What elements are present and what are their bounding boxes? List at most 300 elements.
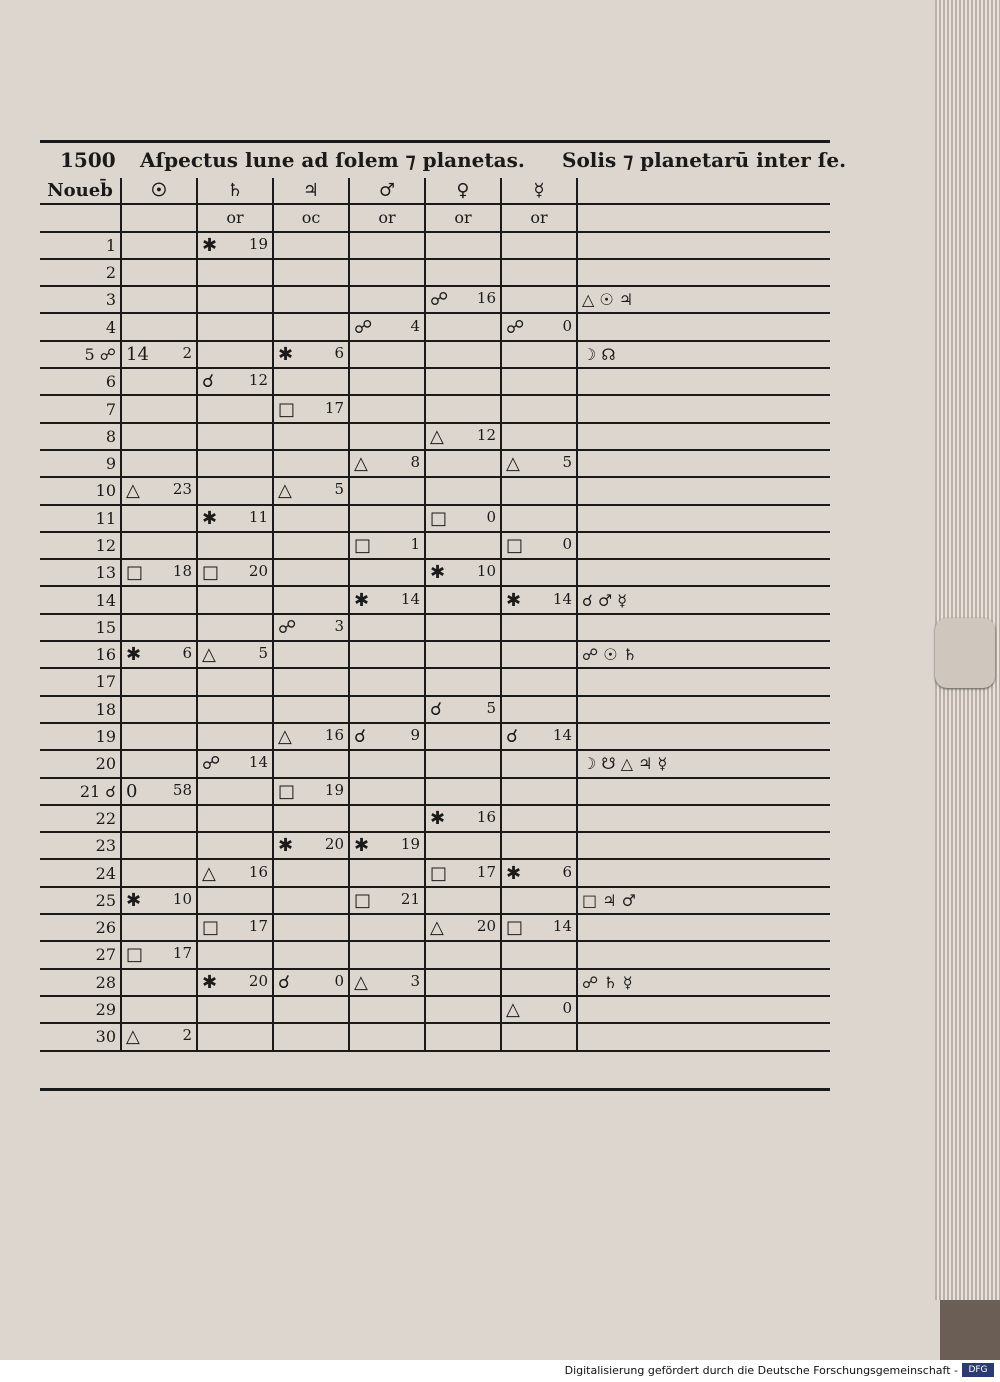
day-number: 21 ☌ xyxy=(40,778,121,805)
table-row xyxy=(40,423,830,450)
day-number: 17 xyxy=(40,668,121,695)
aspect-symbol: △ xyxy=(506,453,520,475)
aspect-hour: 10 xyxy=(172,889,192,908)
day-number: 10 xyxy=(40,477,121,504)
aspect-cell xyxy=(501,941,577,968)
aspect-cell xyxy=(273,969,349,996)
day-number: 13 xyxy=(40,559,121,586)
aspect-cell xyxy=(121,805,197,832)
inter-planet-aspect: □ ♃ ♂ xyxy=(577,887,830,914)
aspect-hour: 0 xyxy=(562,535,572,553)
aspect-cell xyxy=(501,341,577,368)
aspect-hour: 17 xyxy=(324,398,344,417)
aspect-cell xyxy=(349,395,425,422)
aspect-cell xyxy=(197,286,273,313)
aspect-cell xyxy=(121,778,197,805)
aspect-cell xyxy=(501,395,577,422)
aspect-cell xyxy=(197,450,273,477)
aspect-cell xyxy=(349,423,425,450)
aspect-cell xyxy=(121,1023,197,1050)
aspect-hour: 58 xyxy=(172,780,192,799)
aspect-cell xyxy=(121,859,197,886)
aspect-cell xyxy=(197,423,273,450)
sub-sun xyxy=(121,204,197,231)
planet-venus-header: ♀ xyxy=(425,178,501,204)
aspect-cell xyxy=(349,859,425,886)
aspect-cell xyxy=(425,805,501,832)
aspect-cell xyxy=(273,477,349,504)
aspect-cell xyxy=(349,341,425,368)
day-number: 19 xyxy=(40,723,121,750)
aspect-symbol: △ xyxy=(354,453,368,475)
aspect-cell xyxy=(349,450,425,477)
aspect-hour: 0 xyxy=(486,507,496,526)
day-number: 11 xyxy=(40,505,121,532)
inter-planet-aspect xyxy=(577,696,830,723)
table-row xyxy=(40,641,830,668)
aspect-cell xyxy=(501,586,577,613)
aspect-hour: 16 xyxy=(476,289,496,308)
aspect-cell xyxy=(501,313,577,340)
aspect-cell xyxy=(197,559,273,586)
aspect-symbol: ☌ xyxy=(278,971,291,993)
aspect-cell xyxy=(501,887,577,914)
table-row xyxy=(40,614,830,641)
inter-planet-aspect xyxy=(577,996,830,1023)
aspect-cell xyxy=(349,586,425,613)
table-row xyxy=(40,232,830,259)
aspect-cell xyxy=(197,723,273,750)
aspect-hour: 17 xyxy=(476,862,496,881)
aspect-cell xyxy=(501,232,577,259)
aspect-symbol: ✱ xyxy=(354,835,370,857)
aspect-symbol: △ xyxy=(430,917,444,939)
aspect-hour: 4 xyxy=(410,316,420,335)
aspect-cell xyxy=(349,614,425,641)
aspect-cell xyxy=(121,259,197,286)
aspect-symbol: △ xyxy=(126,480,140,502)
aspect-cell xyxy=(349,477,425,504)
aspect-cell xyxy=(273,914,349,941)
aspect-cell xyxy=(501,614,577,641)
aspect-cell xyxy=(121,286,197,313)
aspect-cell xyxy=(273,586,349,613)
aspect-cell xyxy=(273,286,349,313)
day-number: 20 xyxy=(40,750,121,777)
aspect-cell xyxy=(349,668,425,695)
aspect-symbol: ✱ xyxy=(278,343,294,365)
aspect-cell xyxy=(349,313,425,340)
aspect-symbol: ☍ xyxy=(354,316,373,338)
year-label: 1500 xyxy=(60,148,116,172)
sub-saturn: or xyxy=(197,204,273,231)
aspect-hour: 11 xyxy=(248,507,268,526)
sub-inter xyxy=(577,204,830,231)
aspect-cell xyxy=(121,996,197,1023)
aspect-hour: 14 xyxy=(552,917,572,936)
aspect-symbol: ✱ xyxy=(126,644,142,666)
aspect-cell xyxy=(273,859,349,886)
aspect-cell xyxy=(273,614,349,641)
aspect-cell xyxy=(425,941,501,968)
aspect-symbol: □ xyxy=(354,889,372,911)
aspect-cell xyxy=(425,723,501,750)
aspect-cell xyxy=(349,941,425,968)
aspect-cell xyxy=(425,996,501,1023)
table-row xyxy=(40,969,830,996)
aspect-symbol: ☍ xyxy=(430,289,449,311)
inter-planet-aspect xyxy=(577,805,830,832)
aspect-cell xyxy=(501,696,577,723)
aspect-cell xyxy=(121,313,197,340)
aspect-cell xyxy=(197,1023,273,1050)
inter-planet-aspect xyxy=(577,859,830,886)
aspect-hour: 14 xyxy=(552,589,572,608)
aspect-hour: 0 xyxy=(562,999,572,1018)
aspect-cell xyxy=(121,477,197,504)
aspect-cell xyxy=(425,232,501,259)
aspect-cell xyxy=(121,368,197,395)
aspect-cell xyxy=(349,996,425,1023)
aspect-cell xyxy=(273,778,349,805)
aspect-symbol: □ xyxy=(278,780,296,802)
table-row xyxy=(40,586,830,613)
aspect-cell xyxy=(425,614,501,641)
aspect-hour: 12 xyxy=(476,425,496,444)
inter-planet-aspect: ☽ ☊ xyxy=(577,341,830,368)
day-number: 9 xyxy=(40,450,121,477)
inter-planet-aspect xyxy=(577,477,830,504)
day-number: 7 xyxy=(40,395,121,422)
inter-planet-aspect xyxy=(577,668,830,695)
inter-planet-aspect xyxy=(577,505,830,532)
aspect-cell xyxy=(197,750,273,777)
aspect-cell xyxy=(501,750,577,777)
aspect-cell xyxy=(121,586,197,613)
aspect-cell xyxy=(425,286,501,313)
aspect-cell xyxy=(349,1023,425,1050)
aspect-symbol: □ xyxy=(430,507,448,529)
inter-planet-aspect: △ ☉ ♃ xyxy=(577,286,830,313)
aspect-cell xyxy=(197,969,273,996)
table-row xyxy=(40,696,830,723)
inter-planet-aspect: ☽ ☋ △ ♃ ☿ xyxy=(577,750,830,777)
aspect-cell xyxy=(197,313,273,340)
table-row xyxy=(40,505,830,532)
aspect-cell xyxy=(349,641,425,668)
aspect-cell xyxy=(349,723,425,750)
aspect-cell xyxy=(273,532,349,559)
aspect-cell xyxy=(121,969,197,996)
top-rule xyxy=(40,140,830,143)
aspect-cell xyxy=(197,668,273,695)
aspect-cell xyxy=(121,532,197,559)
aspect-cell xyxy=(197,532,273,559)
aspect-cell xyxy=(349,532,425,559)
inter-planet-aspect xyxy=(577,914,830,941)
aspect-cell xyxy=(425,423,501,450)
aspect-cell xyxy=(273,750,349,777)
aspect-cell xyxy=(197,259,273,286)
aspect-cell xyxy=(197,859,273,886)
aspect-cell xyxy=(425,477,501,504)
table-row xyxy=(40,996,830,1023)
aspect-cell xyxy=(425,778,501,805)
aspect-cell xyxy=(197,505,273,532)
aspect-cell xyxy=(197,395,273,422)
aspect-cell xyxy=(349,914,425,941)
aspect-cell xyxy=(349,259,425,286)
aspect-cell xyxy=(425,969,501,996)
aspect-cell xyxy=(349,805,425,832)
aspect-hour: 14 xyxy=(552,726,572,745)
aspect-symbol: 0 xyxy=(126,780,138,802)
aspect-cell xyxy=(273,941,349,968)
aspect-symbol: ☌ xyxy=(354,726,367,748)
aspect-cell xyxy=(197,477,273,504)
aspect-hour: 1 xyxy=(410,535,420,553)
planet-header-row xyxy=(40,178,830,204)
aspect-symbol: △ xyxy=(506,999,520,1021)
aspect-hour: 5 xyxy=(258,644,268,663)
aspect-hour: 10 xyxy=(476,562,496,581)
aspect-cell xyxy=(273,805,349,832)
inter-planet-aspect xyxy=(577,368,830,395)
day-number: 6 xyxy=(40,368,121,395)
aspect-hour: 23 xyxy=(172,480,192,499)
planet-mars-header: ♂ xyxy=(349,178,425,204)
inter-planet-aspect: ☍ ☉ ♄ xyxy=(577,641,830,668)
aspect-cell xyxy=(273,259,349,286)
aspect-hour: 3 xyxy=(410,971,420,990)
aspect-cell xyxy=(501,805,577,832)
aspect-cell xyxy=(197,914,273,941)
day-number: 28 xyxy=(40,969,121,996)
aspect-cell xyxy=(197,805,273,832)
day-number: 15 xyxy=(40,614,121,641)
table-row xyxy=(40,450,830,477)
aspect-cell xyxy=(121,941,197,968)
aspect-cell xyxy=(121,750,197,777)
right-title: Solis ⁊ planetarū inter ſe. xyxy=(562,148,847,172)
aspect-hour: 5 xyxy=(334,480,344,499)
table-row xyxy=(40,805,830,832)
aspect-cell xyxy=(501,532,577,559)
table-row xyxy=(40,723,830,750)
table-row xyxy=(40,313,830,340)
aspect-hour: 2 xyxy=(182,343,192,362)
aspect-cell xyxy=(121,559,197,586)
aspect-cell xyxy=(349,286,425,313)
aspect-hour: 5 xyxy=(486,698,496,717)
aspect-hour: 2 xyxy=(182,1026,192,1045)
aspect-hour: 20 xyxy=(476,917,496,936)
planet-sun-header: ☉ xyxy=(121,178,197,204)
day-number: 1 xyxy=(40,232,121,259)
aspect-cell xyxy=(501,559,577,586)
aspect-symbol: △ xyxy=(278,480,292,502)
aspect-cell xyxy=(121,641,197,668)
day-number: 2 xyxy=(40,259,121,286)
aspect-hour: 14 xyxy=(400,589,420,608)
aspect-cell xyxy=(349,232,425,259)
bookmark-tab xyxy=(935,618,995,688)
aspect-cell xyxy=(121,341,197,368)
aspect-cell xyxy=(121,723,197,750)
day-number: 8 xyxy=(40,423,121,450)
aspect-cell xyxy=(425,368,501,395)
aspect-hour: 6 xyxy=(334,343,344,362)
aspect-cell xyxy=(425,914,501,941)
day-number: 12 xyxy=(40,532,121,559)
inter-planet-aspect xyxy=(577,423,830,450)
aspect-cell xyxy=(273,395,349,422)
dfg-logo: DFG xyxy=(962,1363,994,1377)
aspect-cell xyxy=(197,232,273,259)
table-row xyxy=(40,341,830,368)
planet-jupiter-header: ♃ xyxy=(273,178,349,204)
day-number: 3 xyxy=(40,286,121,313)
aspect-cell xyxy=(273,368,349,395)
aspect-cell xyxy=(349,559,425,586)
table-row xyxy=(40,914,830,941)
aspect-hour: 17 xyxy=(172,944,192,963)
aspect-symbol: △ xyxy=(278,726,292,748)
aspect-cell xyxy=(349,505,425,532)
planet-mercury-header: ☿ xyxy=(501,178,577,204)
aspect-hour: 19 xyxy=(400,835,420,854)
aspect-symbol: ☌ xyxy=(202,371,215,393)
aspect-cell xyxy=(501,668,577,695)
aspect-symbol: ✱ xyxy=(202,971,218,993)
aspect-symbol: ✱ xyxy=(354,589,370,611)
digitization-credit: Digitalisierung gefördert durch die Deutsche Forschungsgemeinschaft - xyxy=(564,1364,958,1377)
aspect-cell xyxy=(501,832,577,859)
aspect-cell xyxy=(501,259,577,286)
aspect-cell xyxy=(121,450,197,477)
aspect-cell xyxy=(121,887,197,914)
day-number: 27 xyxy=(40,941,121,968)
inter-planet-aspect xyxy=(577,941,830,968)
sub-mercury: or xyxy=(501,204,577,231)
aspect-cell xyxy=(197,887,273,914)
aspect-hour: 20 xyxy=(248,562,268,581)
aspect-cell xyxy=(197,696,273,723)
aspect-hour: 16 xyxy=(476,807,496,826)
aspect-cell xyxy=(349,696,425,723)
day-number: 24 xyxy=(40,859,121,886)
inter-planet-aspect xyxy=(577,313,830,340)
day-number: 30 xyxy=(40,1023,121,1050)
aspect-cell xyxy=(425,559,501,586)
aspect-cell xyxy=(273,668,349,695)
planet-saturn-header: ♄ xyxy=(197,178,273,204)
aspect-cell xyxy=(349,832,425,859)
aspect-hour: 19 xyxy=(324,780,344,799)
aspect-cell xyxy=(501,641,577,668)
aspect-symbol: ☌ xyxy=(506,726,519,748)
aspect-hour: 18 xyxy=(172,562,192,581)
aspect-cell xyxy=(425,586,501,613)
day-number: 16 xyxy=(40,641,121,668)
aspect-cell xyxy=(197,941,273,968)
aspect-cell xyxy=(273,313,349,340)
table-row xyxy=(40,477,830,504)
table-row xyxy=(40,668,830,695)
aspect-cell xyxy=(349,778,425,805)
aspect-cell xyxy=(273,723,349,750)
aspect-cell xyxy=(501,778,577,805)
aspect-hour: 3 xyxy=(334,616,344,635)
aspect-cell xyxy=(501,969,577,996)
aspect-cell xyxy=(197,341,273,368)
day-number: 5 ☍ xyxy=(40,341,121,368)
day-number: 18 xyxy=(40,696,121,723)
aspect-hour: 20 xyxy=(324,835,344,854)
inter-planet-aspect xyxy=(577,1023,830,1050)
aspect-symbol: △ xyxy=(126,1026,140,1048)
aspect-hour: 9 xyxy=(410,726,420,745)
aspect-cell xyxy=(349,750,425,777)
aspect-symbol: □ xyxy=(126,562,144,584)
aspect-symbol: ✱ xyxy=(506,589,522,611)
aspect-symbol: ✱ xyxy=(126,889,142,911)
aspect-hour: 0 xyxy=(562,316,572,335)
day-number: 4 xyxy=(40,313,121,340)
aspect-symbol: ✱ xyxy=(202,507,218,529)
aspect-cell xyxy=(425,450,501,477)
inter-planet-aspect: ☌ ♂ ☿ xyxy=(577,586,830,613)
aspect-cell xyxy=(501,423,577,450)
aspect-symbol: □ xyxy=(202,917,220,939)
aspect-cell xyxy=(425,505,501,532)
aspect-symbol: △ xyxy=(202,644,216,666)
inter-planet-aspect xyxy=(577,532,830,559)
aspect-cell xyxy=(121,696,197,723)
aspect-cell xyxy=(501,368,577,395)
inter-planet-aspect xyxy=(577,832,830,859)
aspect-hour: 6 xyxy=(562,862,572,881)
aspect-cell xyxy=(425,668,501,695)
aspect-cell xyxy=(425,641,501,668)
aspect-cell xyxy=(197,614,273,641)
aspect-cell xyxy=(425,696,501,723)
bottom-rule xyxy=(40,1088,830,1091)
aspect-cell xyxy=(121,832,197,859)
aspect-symbol: ☍ xyxy=(506,316,525,338)
aspect-symbol: 14 xyxy=(126,343,149,365)
aspect-cell xyxy=(197,586,273,613)
aspect-hour: 12 xyxy=(248,371,268,390)
table-row xyxy=(40,368,830,395)
aspect-hour: 21 xyxy=(400,889,420,908)
aspect-cell xyxy=(425,259,501,286)
day-number: 26 xyxy=(40,914,121,941)
aspect-cell xyxy=(425,341,501,368)
aspect-cell xyxy=(121,914,197,941)
aspect-symbol: ✱ xyxy=(506,862,522,884)
inter-planet-aspect xyxy=(577,395,830,422)
aspect-cell xyxy=(501,477,577,504)
aspect-cell xyxy=(501,996,577,1023)
aspect-cell xyxy=(501,914,577,941)
inter-planet-aspect xyxy=(577,259,830,286)
aspect-hour: 8 xyxy=(410,453,420,472)
aspect-hour: 19 xyxy=(248,234,268,253)
aspect-cell xyxy=(501,286,577,313)
aspect-cell xyxy=(197,368,273,395)
day-number: 29 xyxy=(40,996,121,1023)
